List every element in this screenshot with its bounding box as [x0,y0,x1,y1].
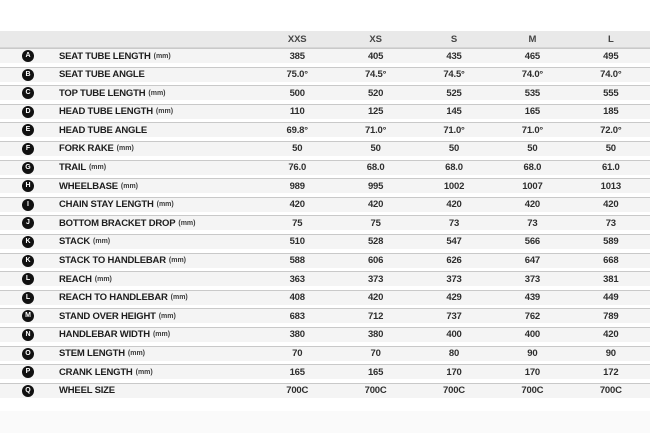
spec-label-cell [0,87,258,99]
spec-unit: (mm) [94,275,112,283]
size-column-header: XXS [287,33,307,45]
spec-value: 700C [521,385,544,397]
spec-unit: (mm) [127,350,146,357]
spec-label: REACH TO HANDLEBAR [59,292,168,304]
spec-label: STACK TO HANDLEBAR [59,255,166,267]
spec-value: 74.5° [443,69,465,81]
spec-value: 74.0° [521,69,544,81]
spec-label: TOP TUBE LENGTH [59,87,146,99]
spec-unit: (mm) [93,238,111,246]
spec-value: 185 [603,106,619,118]
spec-value: 363 [289,273,305,285]
spec-unit: (mm) [178,219,196,227]
size-column-header: M [528,33,537,45]
table-row [0,271,650,286]
spec-value: 420 [367,292,384,304]
spec-value: 373 [524,273,541,285]
table-row [0,178,650,193]
spec-value: 495 [603,50,619,62]
spec-value: 69.8° [286,124,308,136]
spec-value: 50 [292,143,303,155]
spec-value: 75.0° [286,69,308,81]
spec-value: 73 [605,217,616,229]
spec-value: 700C [599,385,622,397]
spec-label: BOTTOM BRACKET DROP [59,217,176,229]
spec-label-cell [0,255,258,267]
row-letter-badge: N [22,329,34,341]
spec-value: 72.0° [600,124,622,136]
row-letter-badge: Q [22,385,34,397]
spec-unit: (mm) [135,368,153,376]
spec-value: 439 [524,292,541,304]
spec-value: 373 [446,273,462,285]
spec-value: 420 [603,199,619,211]
spec-value: 165 [524,106,541,118]
spec-label-cell [0,106,258,118]
table-row [0,383,650,398]
spec-value: 71.0° [443,124,465,136]
spec-value: 73 [448,217,460,229]
spec-value: 70 [370,348,381,359]
spec-value: 420 [367,199,384,211]
size-header-row [0,31,650,48]
row-letter-badge: K [22,255,34,267]
spec-label: STAND OVER HEIGHT [59,310,156,322]
spec-label: CHAIN STAY LENGTH [59,199,154,211]
spec-label: WHEELBASE [59,180,118,192]
spec-value: 73 [527,217,538,229]
spec-value: 68.0 [366,162,385,174]
bottom-band [0,411,650,433]
spec-value: 500 [289,87,305,99]
spec-value: 420 [603,329,619,341]
spec-value: 566 [524,236,541,248]
spec-label: TRAIL [59,162,86,174]
row-letter-badge: J [22,217,34,229]
table-row [0,346,650,361]
spec-value: 165 [289,366,305,378]
spec-label-cell [0,180,258,192]
spec-label-cell [0,50,258,62]
spec-value: 75 [292,217,303,229]
spec-value: 90 [605,348,616,359]
spec-value: 76.0 [288,162,307,174]
spec-label-cell [0,366,258,378]
row-letter-badge: C [22,87,34,99]
table-row [0,290,650,305]
spec-value: 555 [603,87,619,99]
row-letter-badge: A [22,50,34,62]
spec-label: WHEEL SIZE [59,385,115,397]
spec-label-cell [0,348,258,360]
spec-label: SEAT TUBE ANGLE [59,69,145,81]
row-letter-badge: M [22,310,34,322]
spec-value: 380 [289,329,305,341]
row-letter-badge: B [22,69,34,81]
spec-unit: (mm) [88,164,107,172]
spec-value: 588 [289,255,305,267]
spec-value: 385 [289,50,305,62]
spec-value: 1002 [443,180,465,192]
spec-value: 606 [367,255,384,267]
spec-value: 381 [603,273,619,285]
spec-unit: (mm) [153,52,171,60]
table-row [0,215,650,230]
spec-label: REACH [59,273,92,285]
spec-value: 465 [524,50,541,62]
spec-value: 449 [603,292,619,304]
spec-value: 737 [446,310,462,322]
spec-value: 400 [524,329,541,341]
spec-value: 50 [448,143,460,155]
spec-value: 408 [289,292,305,304]
spec-label: HANDLEBAR WIDTH [59,329,150,341]
spec-value: 525 [446,87,462,99]
spec-value: 170 [446,366,462,378]
spec-value: 995 [367,180,384,192]
spec-value: 125 [367,106,384,118]
spec-label: FORK RAKE [59,143,114,155]
spec-label-cell [0,217,258,229]
spec-label: HEAD TUBE LENGTH [59,106,153,118]
spec-value: 547 [446,236,462,248]
spec-label-cell [0,162,258,174]
row-letter-badge: H [22,180,34,192]
table-row [0,197,650,212]
size-column-header: L [607,33,614,45]
row-letter-badge: F [22,143,34,155]
spec-value: 50 [370,143,381,155]
row-letter-badge: D [22,106,34,118]
spec-value: 668 [603,255,619,267]
spec-unit: (mm) [116,145,134,153]
spec-label: CRANK LENGTH [59,366,133,378]
table-row [0,160,650,175]
size-column-header: S [450,33,458,45]
top-whitespace [0,0,650,31]
spec-value: 380 [367,329,384,341]
spec-value: 626 [446,255,462,267]
spec-value: 762 [524,310,541,322]
row-letter-badge: E [22,124,34,136]
spec-unit: (mm) [158,312,176,320]
spec-label-cell [0,199,258,211]
geometry-table [0,31,650,398]
spec-label-cell [0,385,258,397]
spec-value: 74.5° [364,69,387,81]
table-row [0,48,650,63]
spec-value: 700C [364,385,387,397]
spec-value: 170 [524,366,541,378]
spec-label-cell [0,273,258,285]
spec-value: 165 [367,366,384,378]
table-row [0,308,650,323]
table-row [0,253,650,268]
spec-value: 435 [446,50,462,62]
spec-value: 68.0 [523,162,542,174]
table-row [0,104,650,119]
spec-unit: (mm) [120,182,139,190]
spec-value: 70 [292,348,303,359]
spec-value: 400 [446,329,462,341]
spec-value: 1007 [522,180,543,192]
spec-label: STEM LENGTH [59,348,125,359]
spec-value: 520 [367,87,384,99]
spec-unit: (mm) [148,89,166,97]
spec-value: 74.0° [600,69,622,81]
spec-value: 429 [446,292,462,304]
spec-value: 172 [603,366,619,378]
row-letter-badge: G [22,162,34,174]
table-row [0,364,650,379]
spec-value: 589 [603,236,619,248]
spec-label-cell [0,124,258,136]
spec-label-cell [0,310,258,322]
spec-label-cell [0,329,258,341]
spec-value: 61.0 [601,162,620,174]
spec-value: 50 [605,143,616,155]
spec-value: 712 [367,310,384,322]
spec-value: 50 [527,143,538,155]
spec-value: 68.0 [445,162,463,174]
table-row [0,67,650,82]
spec-unit: (mm) [156,201,174,209]
spec-label-cell [0,292,258,304]
spec-unit: (mm) [170,294,188,302]
spec-value: 90 [527,348,538,359]
spec-value: 420 [524,199,541,211]
spec-value: 75 [370,217,381,229]
spec-value: 71.0° [521,124,544,136]
table-row [0,141,650,156]
row-letter-badge: L [22,292,34,304]
row-letter-badge: K [22,236,34,248]
table-row [0,85,650,100]
spec-value: 405 [367,50,384,62]
spec-value: 373 [367,273,384,285]
row-letter-badge: I [22,199,34,211]
spec-value: 700C [443,385,465,397]
spec-value: 145 [446,106,462,118]
spec-label-cell [0,143,258,155]
row-letter-badge: O [22,348,34,360]
spec-value: 989 [289,180,305,192]
spec-value: 1013 [600,180,621,192]
spec-value: 647 [524,255,541,267]
spec-value: 80 [448,348,460,359]
spec-label: SEAT TUBE LENGTH [59,50,151,62]
spec-value: 700C [286,385,309,397]
spec-value: 420 [289,199,305,211]
spec-value: 683 [289,310,305,322]
row-letter-badge: P [22,366,34,378]
spec-value: 510 [289,236,305,248]
spec-value: 535 [524,87,541,99]
spec-label: HEAD TUBE ANGLE [59,124,147,136]
spec-value: 528 [367,236,384,248]
row-letter-badge: L [22,273,34,285]
table-row [0,122,650,137]
spec-label: STACK [59,236,91,248]
spec-label-cell [0,236,258,248]
size-column-header: XS [369,33,382,45]
spec-unit: (mm) [155,108,174,116]
spec-unit: (mm) [152,331,171,339]
spec-label-cell [0,69,258,81]
spec-value: 420 [446,199,462,211]
spec-value: 789 [603,310,619,322]
spec-value: 110 [289,106,305,118]
spec-unit: (mm) [168,257,187,265]
table-row [0,327,650,342]
table-row [0,234,650,249]
spec-value: 71.0° [364,124,387,136]
